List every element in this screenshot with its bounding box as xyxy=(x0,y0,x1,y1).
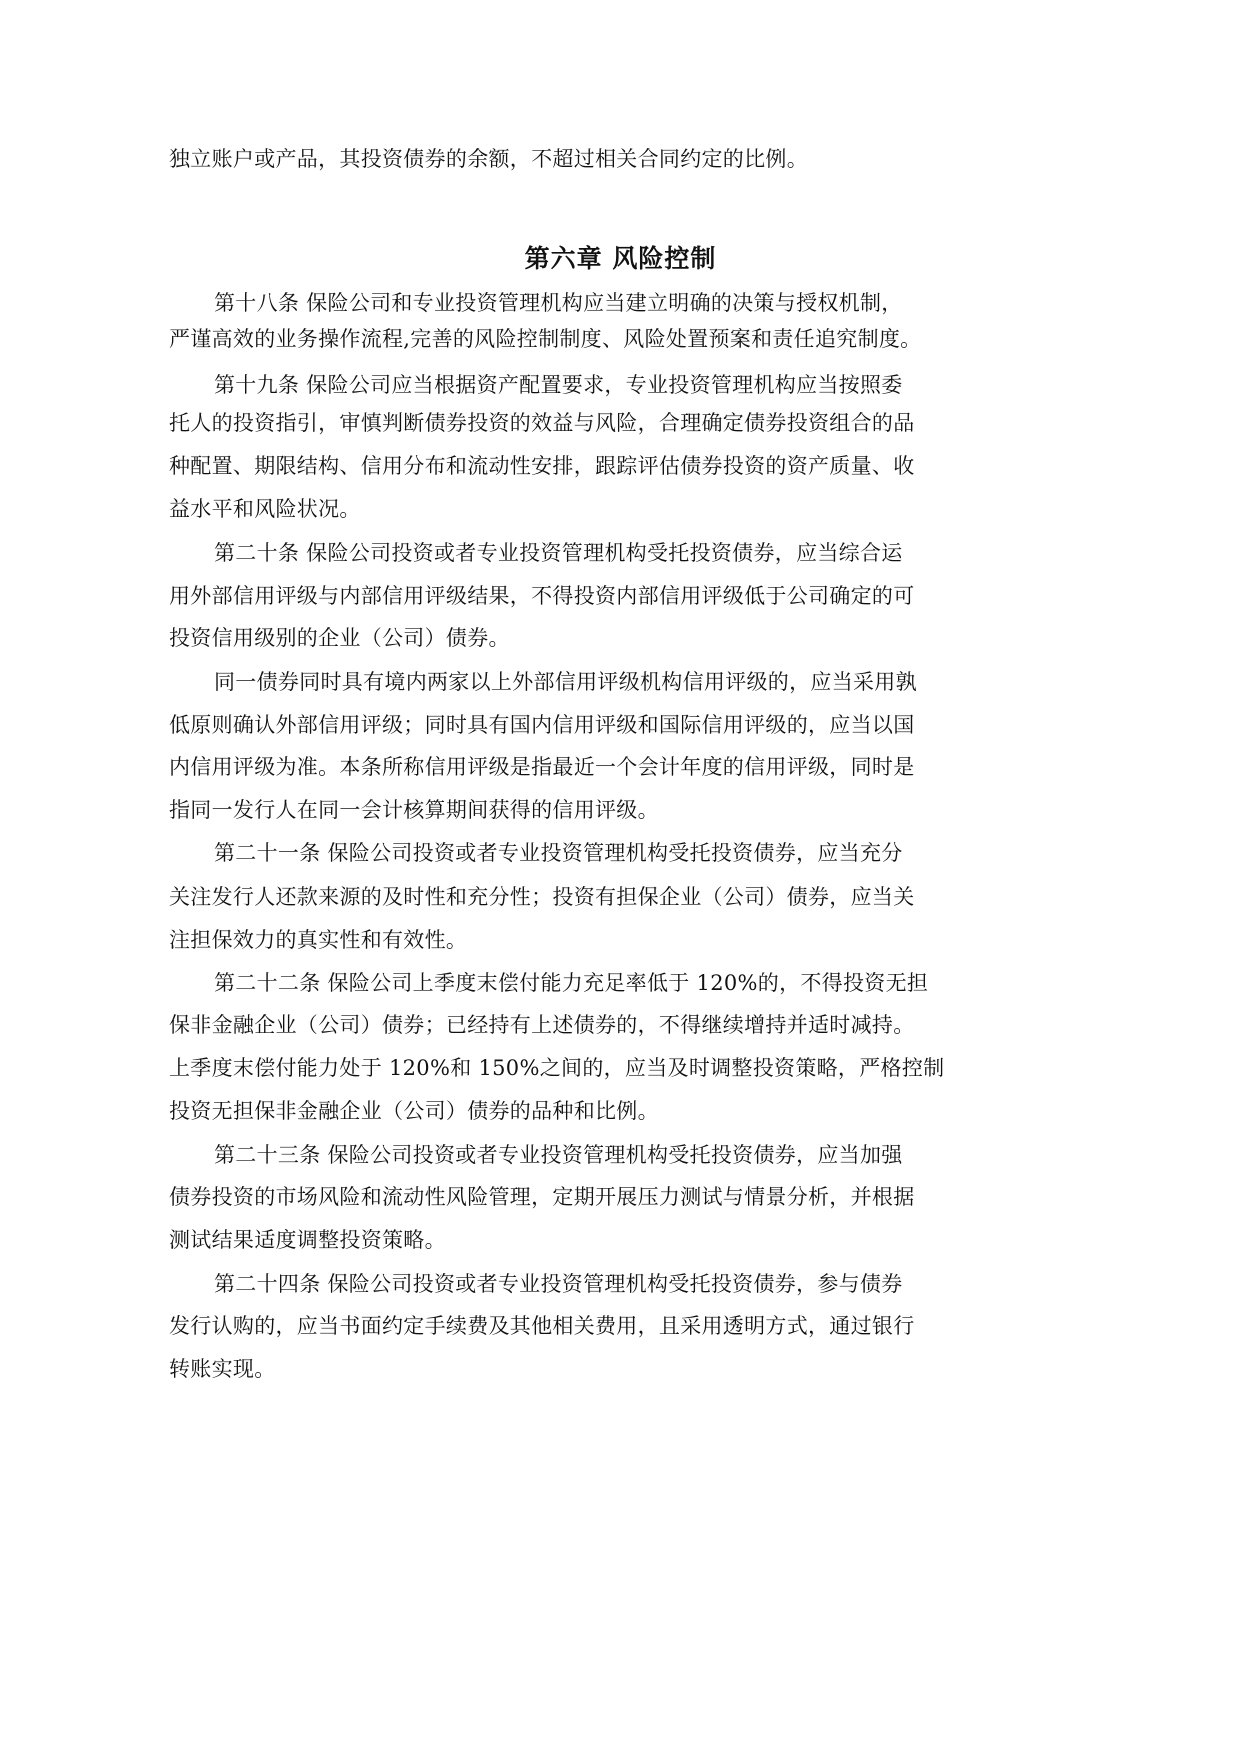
text-line: 保非金融企业（公司）债券；已经持有上述债券的，不得继续增持并适时减持。 xyxy=(169,1013,915,1037)
text-line: 益水平和风险状况。 xyxy=(169,497,361,521)
text-line: 第十八条 保险公司和专业投资管理机构应当建立明确的决策与授权机制， xyxy=(214,291,903,315)
text-line: 托人的投资指引，审慎判断债券投资的效益与风险，合理确定债券投资组合的品 xyxy=(169,411,915,435)
text-line: 严谨高效的业务操作流程,完善的风险控制制度、风险处置预案和责任追究制度。 xyxy=(169,327,922,351)
text-line: 上季度末偿付能力处于 120%和 150%之间的，应当及时调整投资策略，严格控制 xyxy=(169,1056,945,1080)
text-line: 内信用评级为准。本条所称信用评级是指最近一个会计年度的信用评级，同时是 xyxy=(169,755,915,779)
text-line: 独立账户或产品，其投资债券的余额，不超过相关合同约定的比例。 xyxy=(169,147,808,171)
text-line: 指同一发行人在同一会计核算期间获得的信用评级。 xyxy=(169,798,659,822)
text-line: 发行认购的，应当书面约定手续费及其他相关费用，且采用透明方式，通过银行 xyxy=(169,1314,915,1338)
chapter-heading: 第六章 风险控制 xyxy=(524,244,717,273)
text-line: 关注发行人还款来源的及时性和充分性；投资有担保企业（公司）债券，应当关 xyxy=(169,885,915,909)
text-line: 注担保效力的真实性和有效性。 xyxy=(169,928,468,952)
text-line: 测试结果适度调整投资策略。 xyxy=(169,1228,446,1252)
text-line: 同一债券同时具有境内两家以上外部信用评级机构信用评级的，应当采用孰 xyxy=(214,670,917,694)
text-line: 用外部信用评级与内部信用评级结果，不得投资内部信用评级低于公司确定的可 xyxy=(169,584,915,608)
text-line: 第二十四条 保险公司投资或者专业投资管理机构受托投资债券，参与债券 xyxy=(214,1272,903,1296)
text-line: 低原则确认外部信用评级；同时具有国内信用评级和国际信用评级的，应当以国 xyxy=(169,713,915,737)
text-line: 投资无担保非金融企业（公司）债券的品种和比例。 xyxy=(169,1099,659,1123)
text-line: 第二十一条 保险公司投资或者专业投资管理机构受托投资债券，应当充分 xyxy=(214,841,903,865)
text-line: 种配置、期限结构、信用分布和流动性安排，跟踪评估债券投资的资产质量、收 xyxy=(169,454,915,478)
text-line: 第二十二条 保险公司上季度末偿付能力充足率低于 120%的，不得投资无担 xyxy=(214,971,929,995)
text-line: 转账实现。 xyxy=(169,1357,276,1381)
text-line: 第十九条 保险公司应当根据资产配置要求，专业投资管理机构应当按照委 xyxy=(214,373,903,397)
text-line: 债券投资的市场风险和流动性风险管理，定期开展压力测试与情景分析，并根据 xyxy=(169,1185,915,1209)
text-line: 投资信用级别的企业（公司）债券。 xyxy=(169,626,510,650)
text-line: 第二十三条 保险公司投资或者专业投资管理机构受托投资债券，应当加强 xyxy=(214,1143,903,1167)
text-line: 第二十条 保险公司投资或者专业投资管理机构受托投资债券，应当综合运 xyxy=(214,541,903,565)
